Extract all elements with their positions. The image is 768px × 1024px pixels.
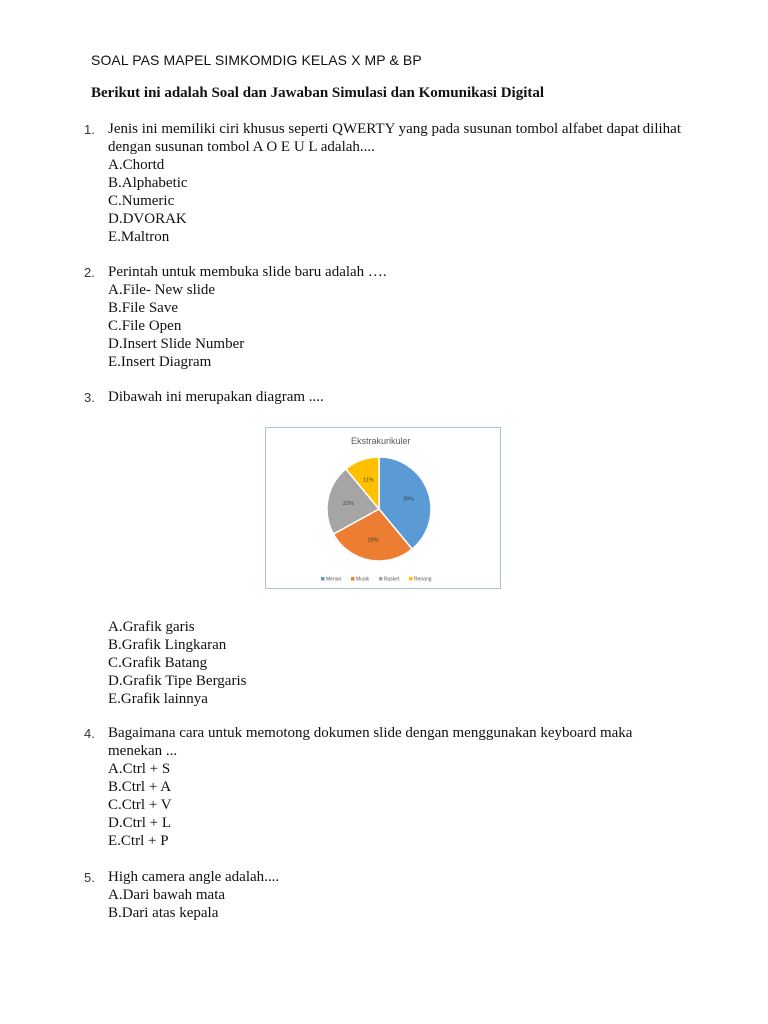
question-number: 3. — [84, 390, 95, 405]
question-3-options — [84, 618, 684, 708]
option-a: A.Dari bawah mata — [108, 887, 226, 903]
legend-swatch — [379, 577, 383, 581]
option-d: D.DVORAK — [108, 211, 187, 227]
question-5 — [84, 868, 684, 922]
question-number: 1. — [84, 122, 95, 137]
option-a: A.Chortd — [108, 157, 165, 173]
option-c: C.File Open — [108, 318, 182, 334]
question-text: High camera angle adalah.... — [108, 869, 280, 885]
option-b: B.Ctrl + A — [108, 779, 172, 795]
question-3 — [84, 388, 684, 406]
option-a: A.Ctrl + S — [108, 761, 171, 777]
question-text: Bagaimana cara untuk memotong dokumen slide dengan menggunakan keyboard maka menekan ... — [108, 725, 633, 759]
option-a: A.Grafik garis — [108, 619, 195, 635]
question-2 — [84, 263, 684, 371]
legend-label: Menari — [326, 576, 342, 583]
option-c: C.Grafik Batang — [108, 655, 208, 671]
pie-chart — [265, 427, 501, 589]
question-text: Perintah untuk membuka slide baru adalah …. — [108, 264, 387, 280]
chart-title: Ekstrakurikuler — [351, 436, 411, 446]
option-a: A.File- New slide — [108, 282, 216, 298]
question-text: Dibawah ini merupakan diagram .... — [108, 389, 324, 405]
legend-label: Renang — [414, 576, 432, 583]
option-d: D.Grafik Tipe Bergaris — [108, 673, 247, 689]
pie-slice-label: 22% — [342, 501, 354, 508]
document-subtitle: Berikut ini adalah Soal dan Jawaban Simulasi dan Komunikasi Digital — [91, 85, 545, 101]
option-d: D.Ctrl + L — [108, 815, 172, 831]
pie-slice-label: 39% — [402, 496, 414, 503]
question-number: 4. — [84, 726, 95, 741]
option-e: E.Ctrl + P — [108, 833, 169, 849]
option-c: C.Numeric — [108, 193, 175, 209]
option-d: D.Insert Slide Number — [108, 336, 245, 352]
legend-swatch — [351, 577, 355, 581]
pie-chart-svg — [266, 428, 499, 587]
option-e: E.Insert Diagram — [108, 354, 212, 370]
question-1 — [84, 120, 684, 246]
pie-slice-label: 28% — [367, 537, 379, 544]
question-4 — [84, 724, 684, 850]
option-b: B.File Save — [108, 300, 178, 316]
legend-swatch — [409, 577, 413, 581]
option-b: B.Dari atas kepala — [108, 905, 219, 921]
option-b: B.Grafik Lingkaran — [108, 637, 227, 653]
question-text: Jenis ini memiliki ciri khusus seperti QWERTY yang pada susunan tombol alfabet dapat dilihat dengan susunan tombol A O E U L adalah.... — [108, 121, 682, 155]
legend-swatch — [321, 577, 325, 581]
option-e: E.Maltron — [108, 229, 170, 245]
document-header: SOAL PAS MAPEL SIMKOMDIG KELAS X MP & BP — [91, 52, 422, 68]
option-c: C.Ctrl + V — [108, 797, 172, 813]
legend-label: Basket — [384, 576, 400, 583]
legend-label: Musik — [356, 576, 370, 583]
question-number: 2. — [84, 265, 95, 280]
option-b: B.Alphabetic — [108, 175, 188, 191]
question-number: 5. — [84, 870, 95, 885]
pie-slice-label: 11% — [363, 477, 374, 484]
option-e: E.Grafik lainnya — [108, 691, 208, 707]
